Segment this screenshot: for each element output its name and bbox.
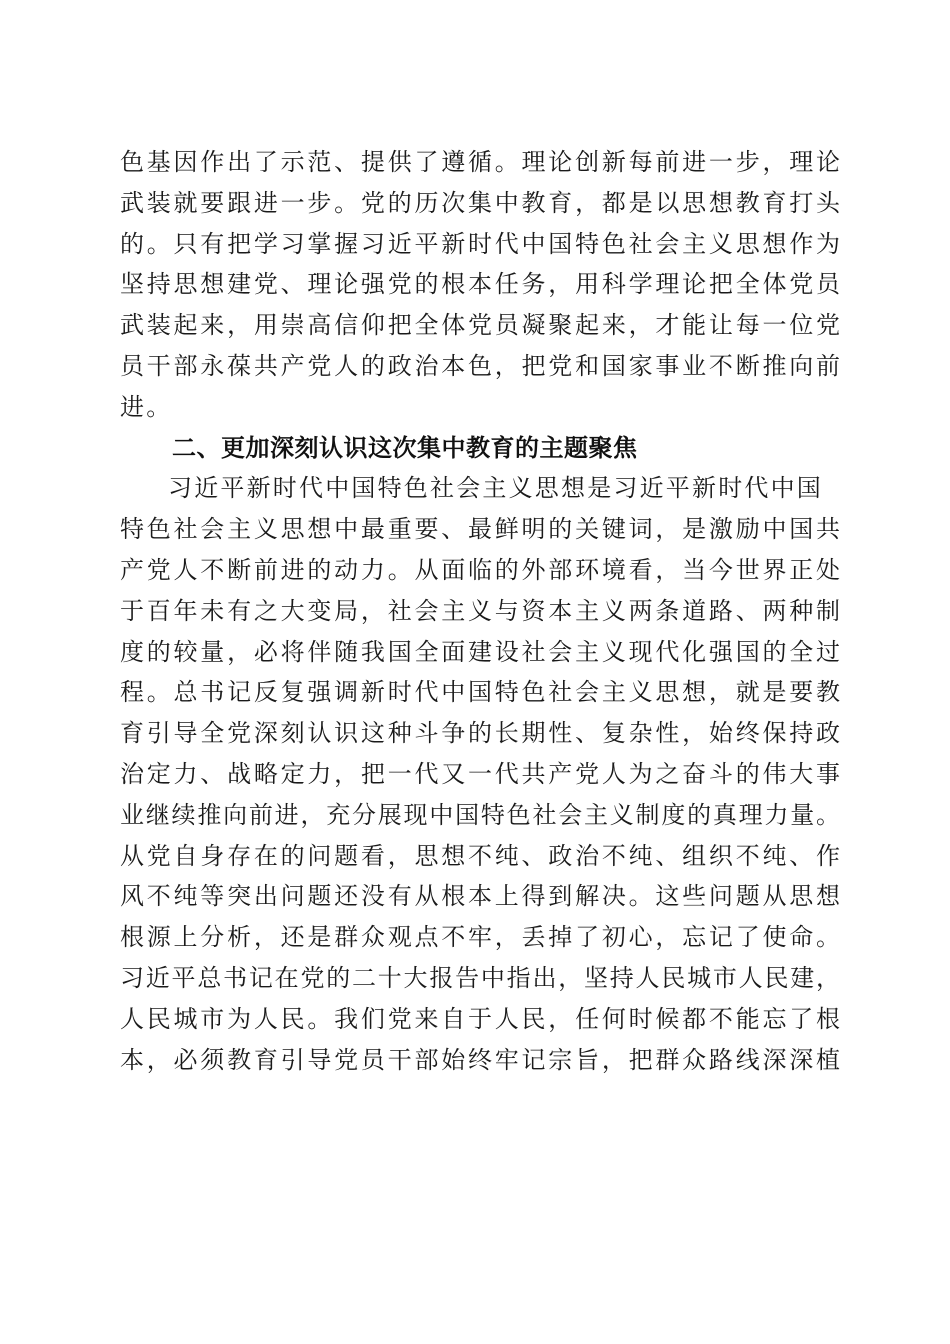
text-line: 武装起来，用崇高信仰把全体党员凝聚起来，才能让每一位党 [120,311,840,340]
text-line: 坚持思想建党、理论强党的根本任务，用科学理论把全体党员 [120,270,840,299]
text-line: 武装就要跟进一步。党的历次集中教育，都是以思想教育打头 [120,188,840,217]
text-line: 进。 [120,392,173,421]
text-line: 治定力、战略定力，把一代又一代共产党人为之奋斗的伟大事 [120,759,840,788]
text-line: 程。总书记反复强调新时代中国特色社会主义思想，就是要教 [120,678,840,707]
text-line: 育引导全党深刻认识这种斗争的长期性、复杂性，始终保持政 [120,719,840,748]
body-text [120,142,840,1080]
text-line: 本，必须教育引导党员干部始终牢记宗旨，把群众路线深深植 [120,1045,840,1074]
text-line: 人民城市为人民。我们党来自于人民，任何时候都不能忘了根 [120,1004,840,1033]
text-line: 的。只有把学习掌握习近平新时代中国特色社会主义思想作为 [120,229,840,258]
text-line: 员干部永葆共产党人的政治本色，把党和国家事业不断推向前 [120,351,840,380]
text-line: 色基因作出了示范、提供了遵循。理论创新每前进一步，理论 [120,148,840,176]
text-line: 习近平总书记在党的二十大报告中指出，坚持人民城市人民建， [120,963,840,992]
text-line: 业继续推向前进，充分展现中国特色社会主义制度的真理力量。 [120,800,840,829]
section-heading: 二、更加深刻认识这次集中教育的主题聚焦 [172,433,638,462]
text-line: 从党自身存在的问题看，思想不纯、政治不纯、组织不纯、作 [120,841,840,870]
text-line: 风不纯等突出问题还没有从根本上得到解决。这些问题从思想 [120,882,840,911]
text-line: 根源上分析，还是群众观点不牢，丢掉了初心，忘记了使命。 [120,923,840,952]
text-line: 度的较量，必将伴随我国全面建设社会主义现代化强国的全过 [120,637,840,666]
text-line: 于百年未有之大变局，社会主义与资本主义两条道路、两种制 [120,596,840,625]
text-line: 产党人不断前进的动力。从面临的外部环境看，当今世界正处 [120,555,840,584]
text-line: 习近平新时代中国特色社会主义思想是习近平新时代中国 [168,474,823,503]
text-line: 特色社会主义思想中最重要、最鲜明的关键词，是激励中国共 [120,515,840,544]
